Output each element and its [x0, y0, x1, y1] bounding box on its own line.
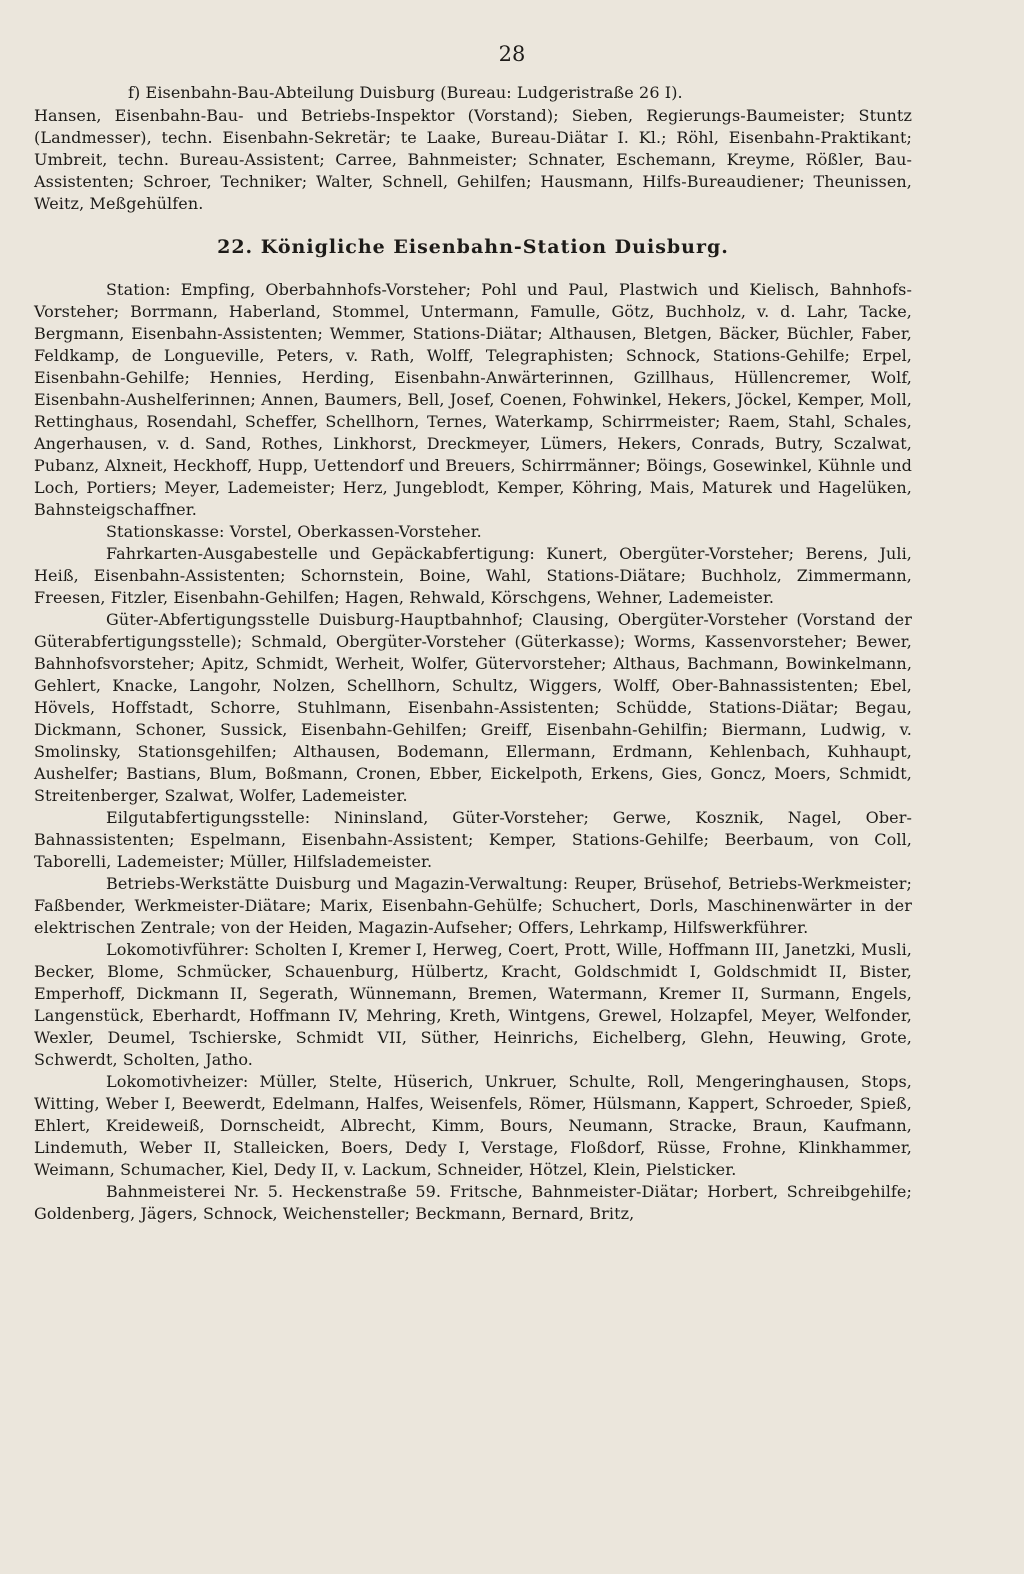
subsection-f-staff-paragraph: Hansen, Eisenbahn-Bau- und Betriebs-Inspektor (Vorstand); Sieben, Regierungs-Baumeister; Stuntz (Landmesser), techn. Eisenbahn-Sekretär; te Laake, Bureau-Diätar I. Kl.; Röhl, Eisenbahn-Praktikant; Umbreit, techn. Bureau-Assistent; Carree, Bahnmeister; Schnater, Eschemann, Kreyme, Rößler, Bau-Assistenten; Schroer, Techniker; Walter, Schnell, Gehilfen; Hausmann, Hilfs-Bureaudiener; Theunissen, Weitz, Meßgehülfen. [34, 106, 912, 213]
page-number: 28 [498, 42, 526, 66]
werkstaette-paragraph: Betriebs-Werkstätte Duisburg und Magazin-Verwaltung: Reuper, Brüsehof, Betriebs-Werkmeister; Faßbender, Werkmeister-Diätare; Marix, Eisenbahn-Gehülfe; Schuchert, Dorls, Maschinenwärter in der elektrischen Zentrale; von der Heiden, Magazin-Aufseher; Offers, Lehrkamp, Hilfswerkführer. [34, 874, 912, 937]
lokomotivheizer-paragraph: Lokomotivheizer: Müller, Stelte, Hüserich, Unkruer, Schulte, Roll, Mengeringhausen, Stops, Witting, Weber I, Beewerdt, Edelmann, Halfes, Weisenfels, Römer, Hülsmann, Kappert, Schroeder, Spieß, Ehlert, Kreideweiß, Dornscheidt, Albrecht, Kimm, Bours, Neumann, Stracke, Braun, Kaufmann, Lindemuth, Weber II, Stalleicken, Boers, Dedy I, Verstage, Floßdorf, Rüsse, Frohne, Klinkhammer, Weimann, Schumacher, Kiel, Dedy II, v. Lackum, Schneider, Hötzel, Klein, Pielsticker. [34, 1072, 912, 1179]
subsection-heading-f: f) Eisenbahn-Bau-Abteilung Duisburg (Bureau: Ludgeristraße 26 I). [128, 83, 683, 102]
lokomotivfuehrer-paragraph: Lokomotivführer: Scholten I, Kremer I, Herweg, Coert, Prott, Wille, Hoffmann III, Janetzki, Musli, Becker, Blome, Schmücker, Schauenburg, Hülbertz, Kracht, Goldschmidt I, Goldschmidt II, Bister, Emperhoff, Dickmann II, Segerath, Wünnemann, Bremen, Watermann, Kremer II, Surmann, Engels, Langenstück, Eberhardt, Hoffmann IV, Mehring, Kreth, Wintgens, Grewel, Holzapfel, Meyer, Welfonder, Wexler, Deumel, Tschierske, Schmidt VII, Süther, Heinrichs, Eichelberg, Glehn, Heuwing, Grote, Schwerdt, Scholten, Jatho. [34, 940, 912, 1069]
eilgut-paragraph: Eilgutabfertigungsstelle: Nininsland, Güter-Vorsteher; Gerwe, Kosznik, Nagel, Ober-Bahnassistenten; Espelmann, Eisenbahn-Assistent; Kemper, Stations-Gehilfe; Beerbaum, von Coll, Taborelli, Lademeister; Müller, Hilfslademeister. [34, 808, 912, 871]
gueter-abfertigung-paragraph: Güter-Abfertigungsstelle Duisburg-Hauptbahnhof; Clausing, Obergüter-Vorsteher (Vorstand der Güterabfertigungsstelle); Schmald, Obergüter-Vorsteher (Güterkasse); Worms, Kassenvorsteher; Bewer, Bahnhofsvorsteher; Apitz, Schmidt, Werheit, Wolfer, Gütervorsteher; Althaus, Bachmann, Bowinkelmann, Gehlert, Knacke, Langohr, Nolzen, Schellhorn, Schultz, Wiggers, Wolff, Ober-Bahnassistenten; Ebel, Hövels, Hoffstadt, Schorre, Stuhlmann, Eisenbahn-Assistenten; Schüdde, Stations-Diätar; Begau, Dickmann, Schoner, Sussick, Eisenbahn-Gehilfen; Greiff, Eisenbahn-Gehilfin; Biermann, Ludwig, v. Smolinsky, Stationsgehilfen; Althausen, Bodemann, Ellermann, Erdmann, Kehlenbach, Kuhhaupt, Aushelfer; Bastians, Blum, Boßmann, Cronen, Ebber, Eickelpoth, Erkens, Gies, Goncz, Moers, Schmidt, Streitenberger, Szalwat, Wolfer, Lademeister. [34, 610, 912, 805]
stationskasse-paragraph: Stationskasse: Vorstel, Oberkassen-Vorsteher. [106, 522, 482, 541]
fahrkarten-paragraph: Fahrkarten-Ausgabestelle und Gepäckabfertigung: Kunert, Obergüter-Vorsteher; Berens, Juli, Heiß, Eisenbahn-Assistenten; Schornstein, Boine, Wahl, Stations-Diätare; Buchholz, Zimmermann, Freesen, Fitzler, Eisenbahn-Gehilfen; Hagen, Rehwald, Körschgens, Wehner, Lademeister. [34, 544, 912, 607]
page-content [34, 82, 912, 1225]
bahnmeisterei-paragraph: Bahnmeisterei Nr. 5. Heckenstraße 59. Fritsche, Bahnmeister-Diätar; Horbert, Schreibgehilfe; Goldenberg, Jägers, Schnock, Weichensteller; Beckmann, Bernard, Britz, [34, 1182, 912, 1223]
station-paragraph: Station: Empfing, Oberbahnhofs-Vorsteher; Pohl und Paul, Plastwich und Kielisch, Bahnhofs-Vorsteher; Borrmann, Haberland, Stommel, Untermann, Famulle, Götz, Buchholz, v. d. Lahr, Tacke, Bergmann, Eisenbahn-Assistenten; Wemmer, Stations-Diätar; Althausen, Bletgen, Bäcker, Büchler, Faber, Feldkamp, de Longueville, Peters, v. Rath, Wolff, Telegraphisten; Schnock, Stations-Gehilfe; Erpel, Eisenbahn-Gehilfe; Hennies, Herding, Eisenbahn-Anwärterinnen, Gzillhaus, Hüllencremer, Wolf, Eisenbahn-Aushelferinnen; Annen, Baumers, Bell, Josef, Coenen, Fohwinkel, Hekers, Jöckel, Kemper, Moll, Rettinghaus, Rosendahl, Scheffer, Schellhorn, Ternes, Waterkamp, Schirrmeister; Raem, Stahl, Schales, Angerhausen, v. d. Sand, Rothes, Linkhorst, Dreckmeyer, Lümers, Hekers, Conrads, Butry, Sczalwat, Pubanz, Alxneit, Heckhoff, Hupp, Uettendorf und Breuers, Schirrmänner; Böings, Gosewinkel, Kühnle und Loch, Portiers; Meyer, Lademeister; Herz, Jungeblodt, Kemper, Köhring, Mais, Maturek und Hagelüken, Bahnsteigschaffner. [34, 280, 912, 519]
section-heading-22: 22. Königliche Eisenbahn-Station Duisburg. [217, 236, 729, 258]
